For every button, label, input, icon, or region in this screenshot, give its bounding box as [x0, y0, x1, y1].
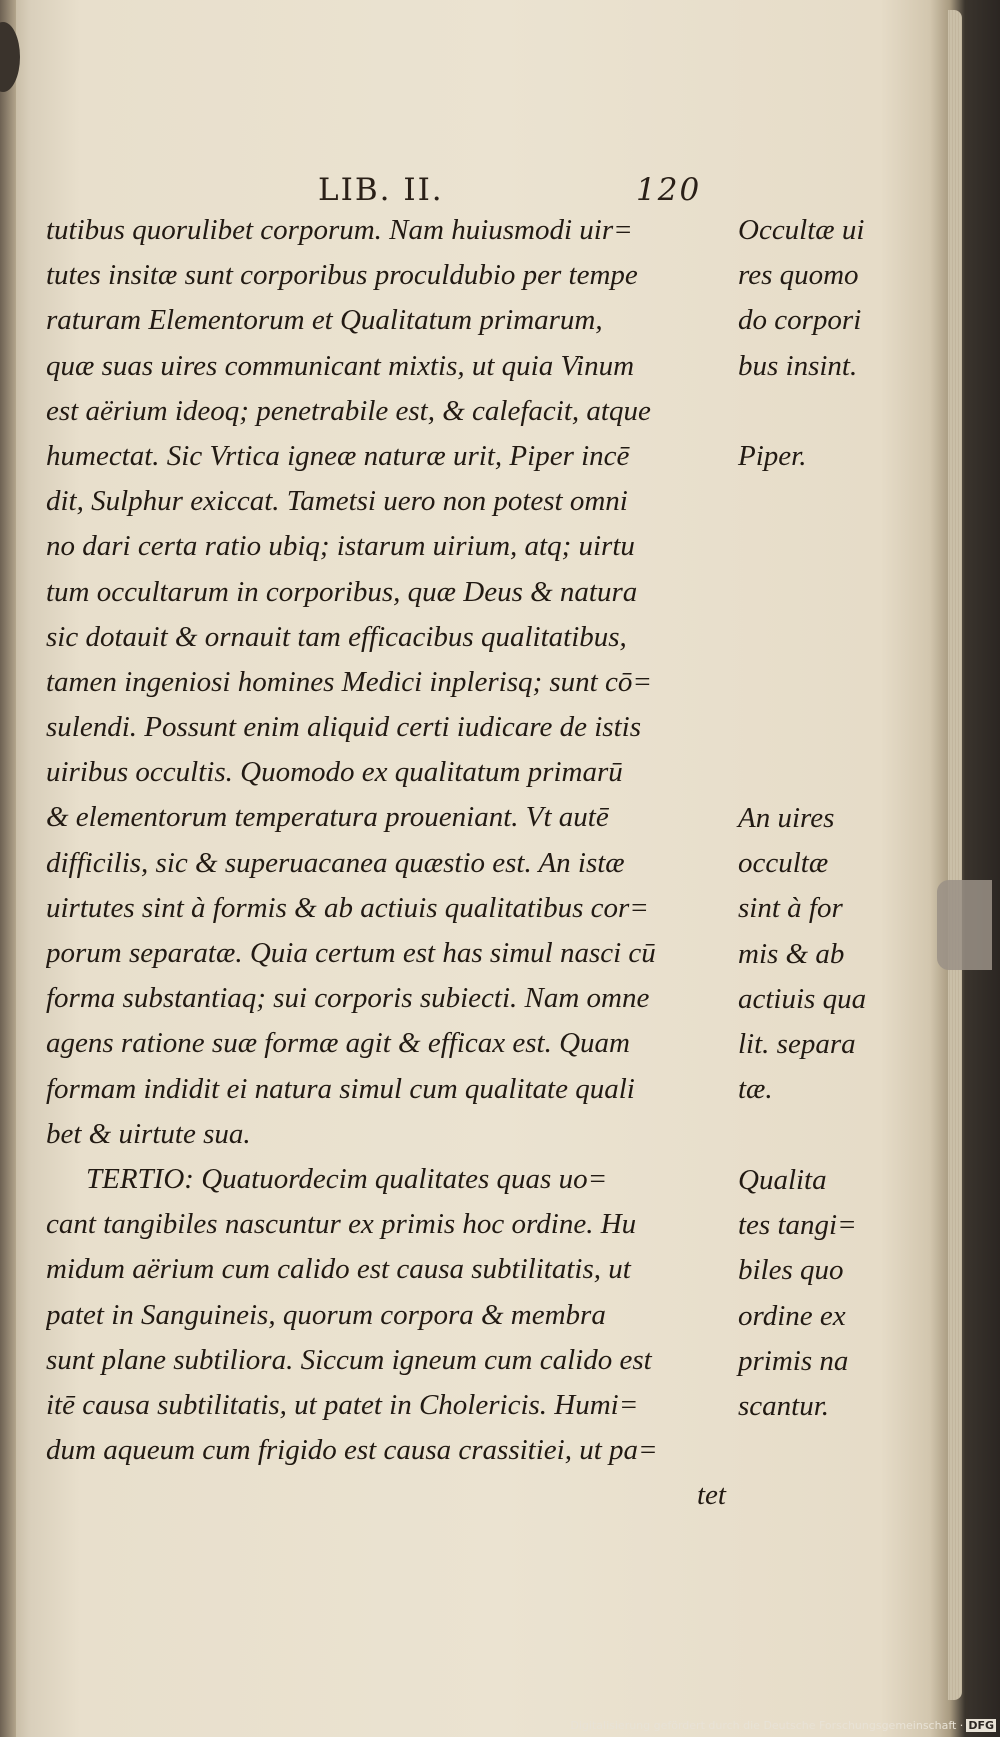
- margin-note-line: tes tangi=: [738, 1209, 857, 1242]
- text-line: humectat. Sic Vrtica igneæ naturæ urit, Piper incē: [46, 439, 630, 472]
- text-line: dum aqueum cum frigido est causa crassitiei, ut pa=: [46, 1434, 658, 1467]
- text-line: quæ suas uires communicant mixtis, ut quia Vinum: [46, 349, 635, 382]
- margin-note-line: actiuis qua: [738, 982, 867, 1015]
- page-edges: [948, 10, 962, 1700]
- text-line: patet in Sanguineis, quorum corpora & membra: [46, 1298, 606, 1331]
- text-line: bet & uirtute sua.: [46, 1117, 251, 1150]
- text-line: midum aërium cum calido est causa subtilitatis, ut: [46, 1253, 631, 1286]
- margin-note-line: occultæ: [738, 847, 829, 880]
- text-line: uiribus occultis. Quomodo ex qualitatum primarū: [46, 756, 623, 789]
- main-text: [46, 208, 736, 1518]
- margin-note-line: do corpori: [738, 304, 862, 337]
- text-line: uirtutes sint à formis & ab actiuis qualitatibus cor=: [46, 891, 649, 924]
- text-line: dit, Sulphur exiccat. Tametsi uero non potest omni: [46, 485, 628, 518]
- margin-note-line: tæ.: [738, 1073, 773, 1106]
- book-clip: [937, 880, 992, 970]
- text-line: difficilis, sic & superuacanea quæstio est. An istæ: [46, 846, 625, 879]
- text-line: forma substantiaq; sui corporis subiecti. Nam omne: [46, 982, 650, 1015]
- text-line: tum occultarum in corporibus, quæ Deus & natura: [46, 575, 638, 608]
- text-line: TERTIO: Quatuordecim qualitates quas uo=: [86, 1162, 608, 1195]
- text-line: tutes insitæ sunt corporibus proculdubio per tempe: [46, 259, 638, 292]
- margin-note-line: mis & ab: [738, 937, 845, 970]
- dfg-logo: DFG: [968, 1719, 994, 1732]
- margin-note: [738, 208, 938, 389]
- margin-note-line: ordine ex: [738, 1299, 846, 1332]
- margin-note-line: Piper.: [738, 440, 807, 472]
- text-line: cant tangibiles nascuntur ex primis hoc ordine. Hu: [46, 1208, 637, 1241]
- text-line: porum separatæ. Quia certum est has simul nasci cū: [46, 937, 656, 969]
- margin-note-line: An uires: [738, 802, 835, 834]
- text-line: formam indidit ei natura simul cum qualitate quali: [46, 1072, 635, 1105]
- margin-note: [738, 796, 938, 1112]
- margin-note-line: biles quo: [738, 1254, 844, 1287]
- text-line: sunt plane subtiliora. Siccum igneum cum calido est: [46, 1343, 652, 1376]
- running-head: LIB. II.: [318, 172, 444, 208]
- margin-note-line: scantur.: [738, 1389, 830, 1422]
- text-line: sic dotauit & ornauit tam efficacibus qualitatibus,: [46, 620, 627, 653]
- margin-note-line: primis na: [738, 1344, 849, 1377]
- margin-note-line: res quomo: [738, 259, 859, 292]
- margin-note-line: Occultæ ui: [738, 214, 865, 246]
- margin-note: [738, 1158, 938, 1429]
- text-line: sulendi. Possunt enim aliquid certi iudicare de istis: [46, 711, 641, 744]
- margin-note-line: bus insint.: [738, 349, 858, 382]
- text-line: tutibus quorulibet corporum. Nam huiusmodi uir=: [46, 214, 633, 246]
- text-line: tamen ingeniosi homines Medici inplerisq; sunt cō=: [46, 665, 652, 698]
- text-line: raturam Elementorum et Qualitatum primarum,: [46, 304, 603, 337]
- text-line: agens ratione suæ formæ agit & efficax est. Quam: [46, 1027, 630, 1060]
- margin-note-line: Qualita: [738, 1164, 827, 1196]
- text-line: & elementorum temperatura proueniant. Vt autē: [46, 801, 609, 834]
- digitization-credit: [570, 1719, 996, 1732]
- binding-shadow: [0, 0, 16, 1737]
- margin-note: [738, 434, 938, 479]
- text-line: itē causa subtilitatis, ut patet in Cholericis. Humi=: [46, 1388, 639, 1421]
- text-line: no dari certa ratio ubiq; istarum uirium, atq; uirtu: [46, 530, 635, 563]
- catchword: tet: [697, 1479, 726, 1512]
- credit-text: Digitalisierung gefördert durch die Deutsche Forschungsgemeinschaft ·: [570, 1719, 964, 1732]
- text-line: est aërium ideoq; penetrabile est, & calefacit, atque: [46, 394, 651, 427]
- margin-note-line: lit. separa: [738, 1027, 856, 1060]
- margin-note-line: sint à for: [738, 892, 843, 925]
- page-number: 120: [636, 172, 702, 208]
